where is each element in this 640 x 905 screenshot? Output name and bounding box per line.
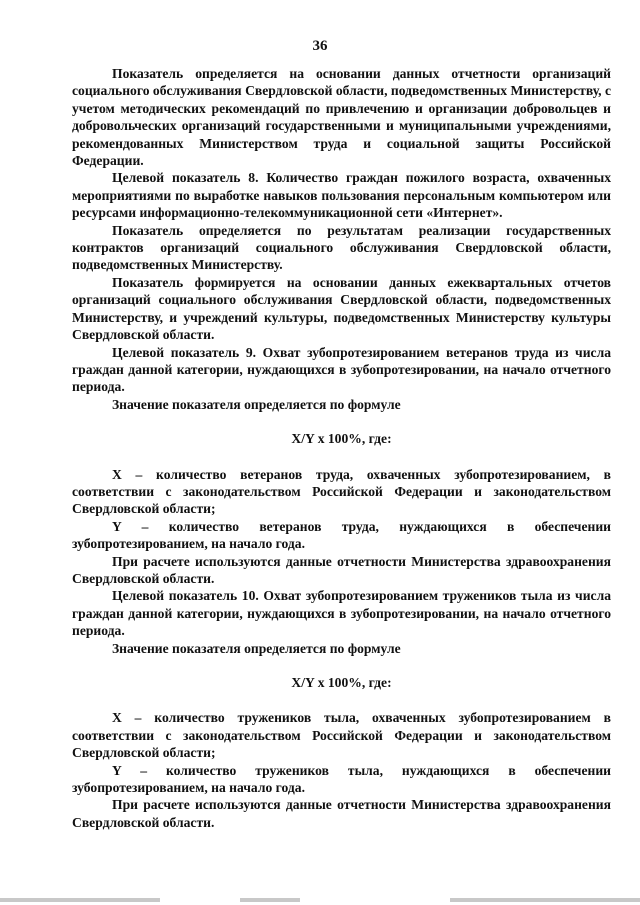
formula-indicator-10: X/Y x 100%, где: [291, 675, 392, 690]
paragraph-formula-10-y-definition: Y – количество тружеников тыла, нуждающихся в обеспечении зубопротезированием, на начало года. [72, 762, 611, 796]
paragraph-indicator-8-formation: Показатель формируется на основании данных ежеквартальных отчетов организаций социального обслуживания Свердловской области, подведомственных Министерству, и учреждений культуры, подведомственных Министерству культуры Свердловской области. [72, 274, 611, 343]
paragraph-formula-9-x-definition: X – количество ветеранов труда, охваченных зубопротезированием, в соответствии с законодательством Российской Федерации и законодательством Свердловской области; [72, 466, 611, 517]
paragraph-formula-intro-9: Значение показателя определяется по формуле [112, 396, 401, 412]
paragraph-indicator-7-basis: Показатель определяется на основании данных отчетности организаций социального обслуживания Свердловской области, подведомственных Министерству, с учетом методических рекомендаций по привлечению и организации добровольцев и добровольческих организаций государственными и муниципальными учреждениями, рекомендованных Министерством труда и социальной защиты Российской Федерации. [72, 66, 611, 169]
formula-indicator-9: X/Y x 100%, где: [291, 431, 392, 447]
scan-edge-mark [0, 898, 160, 902]
page-number: 36 [312, 38, 328, 54]
paragraph-target-indicator-10: Целевой показатель 10. Охват зубопротезированием тружеников тыла из числа граждан данной категории, нуждающихся в зубопротезировании, на начало отчетного периода. [72, 588, 611, 639]
page-body [72, 65, 611, 831]
paragraph-formula-9-y-definition: Y – количество ветеранов труда, нуждающихся в обеспечении зубопротезированием, на начало года. [72, 518, 611, 552]
scan-edge-mark [240, 898, 300, 902]
paragraph-target-indicator-8: Целевой показатель 8. Количество граждан пожилого возраста, охваченных мероприятиями по выработке навыков пользования персональным компьютером или ресурсами информационно-телекоммуникационной сети «Интернет». [72, 170, 611, 221]
paragraph-indicator-8-determination: Показатель определяется по результатам реализации государственных контрактов организаций социального обслуживания Свердловской области, подведомственных Министерству. [72, 222, 611, 273]
paragraph-formula-9-data-source: При расчете используются данные отчетности Министерства здравоохранения Свердловской области. [72, 553, 611, 586]
scan-edge-mark [450, 898, 640, 902]
paragraph-formula-intro-10: Значение показателя определяется по формуле [112, 640, 401, 656]
paragraph-target-indicator-9: Целевой показатель 9. Охват зубопротезированием ветеранов труда из числа граждан данной категории, нуждающихся в зубопротезировании, на начало отчетного периода. [72, 344, 611, 395]
paragraph-formula-10-data-source: При расчете используются данные отчетности Министерства здравоохранения Свердловской области. [72, 797, 611, 830]
paragraph-formula-10-x-definition: X – количество тружеников тыла, охваченных зубопротезированием в соответствии с законодательством Российской Федерации и законодательством Свердловской области; [72, 710, 611, 761]
